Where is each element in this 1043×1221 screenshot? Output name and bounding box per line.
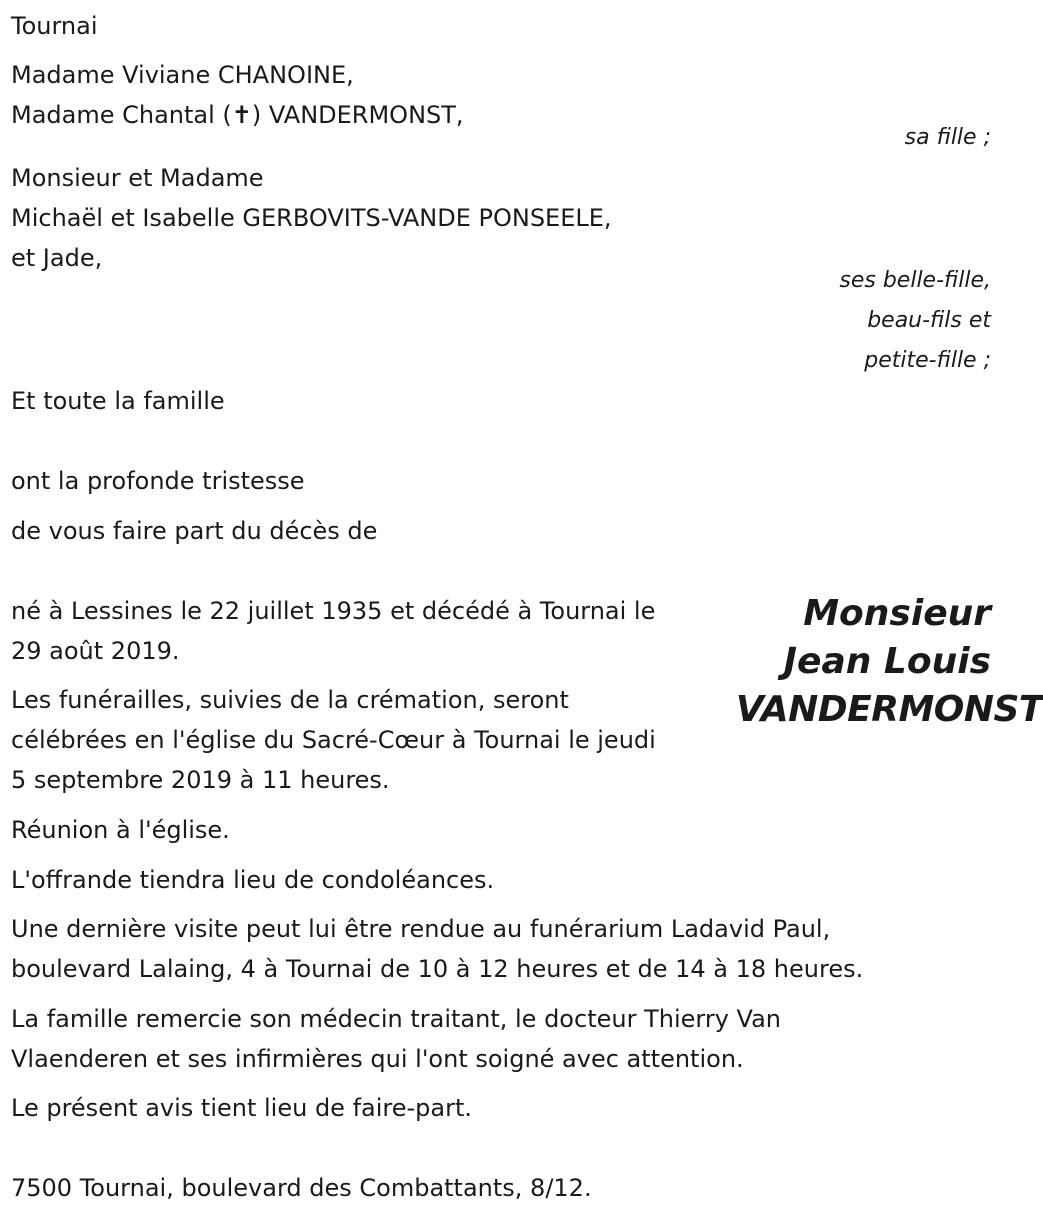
family-member-line: Monsieur et Madame bbox=[11, 164, 264, 192]
family-member-line: Madame Viviane CHANOINE, bbox=[11, 61, 354, 89]
birth-death-line: né à Lessines le 22 juillet 1935 et décédé à Tournai le bbox=[11, 597, 656, 625]
relation-label: ses belle-fille, bbox=[839, 268, 991, 293]
announcement-line: ont la profonde tristesse bbox=[11, 467, 305, 495]
funeral-line: 5 septembre 2019 à 11 heures. bbox=[11, 766, 390, 794]
relation-label: sa fille ; bbox=[904, 125, 991, 150]
funeral-line: Les funérailles, suivies de la crémation, seront bbox=[11, 686, 569, 714]
family-member-line: Michaël et Isabelle GERBOVITS-VANDE PONSEELE, bbox=[11, 204, 612, 232]
deceased-first-names: Jean Louis bbox=[783, 641, 991, 682]
funeral-line: célébrées en l'église du Sacré-Cœur à Tournai le jeudi bbox=[11, 726, 656, 754]
thanks-line: La famille remercie son médecin traitant, le docteur Thierry Van bbox=[11, 1005, 781, 1033]
family-member-line: Madame Chantal (✝) VANDERMONST, bbox=[11, 101, 464, 129]
deceased-last-name: VANDERMONST bbox=[735, 689, 1043, 730]
reunion-line: Réunion à l'église. bbox=[11, 816, 230, 844]
offering-line: L'offrande tiendra lieu de condoléances. bbox=[11, 866, 495, 894]
deceased-name bbox=[735, 590, 1043, 734]
address-line: 7500 Tournai, boulevard des Combattants, 8/12. bbox=[11, 1174, 592, 1202]
notice-line: Le présent avis tient lieu de faire-part. bbox=[11, 1094, 473, 1122]
city-heading: Tournai bbox=[11, 12, 98, 40]
visit-line: boulevard Lalaing, 4 à Tournai de 10 à 12 heures et de 14 à 18 heures. bbox=[11, 955, 864, 983]
deceased-title: Monsieur bbox=[803, 593, 991, 634]
announcement-line: de vous faire part du décès de bbox=[11, 517, 378, 545]
family-member-line: et Jade, bbox=[11, 244, 103, 272]
relation-label: beau-fils et bbox=[867, 308, 991, 333]
birth-death-line: 29 août 2019. bbox=[11, 637, 180, 665]
relation-label: petite-fille ; bbox=[864, 348, 991, 373]
family-member-line: Et toute la famille bbox=[11, 387, 225, 415]
thanks-line: Vlaenderen et ses infirmières qui l'ont soigné avec attention. bbox=[11, 1045, 744, 1073]
visit-line: Une dernière visite peut lui être rendue au funérarium Ladavid Paul, bbox=[11, 915, 831, 943]
